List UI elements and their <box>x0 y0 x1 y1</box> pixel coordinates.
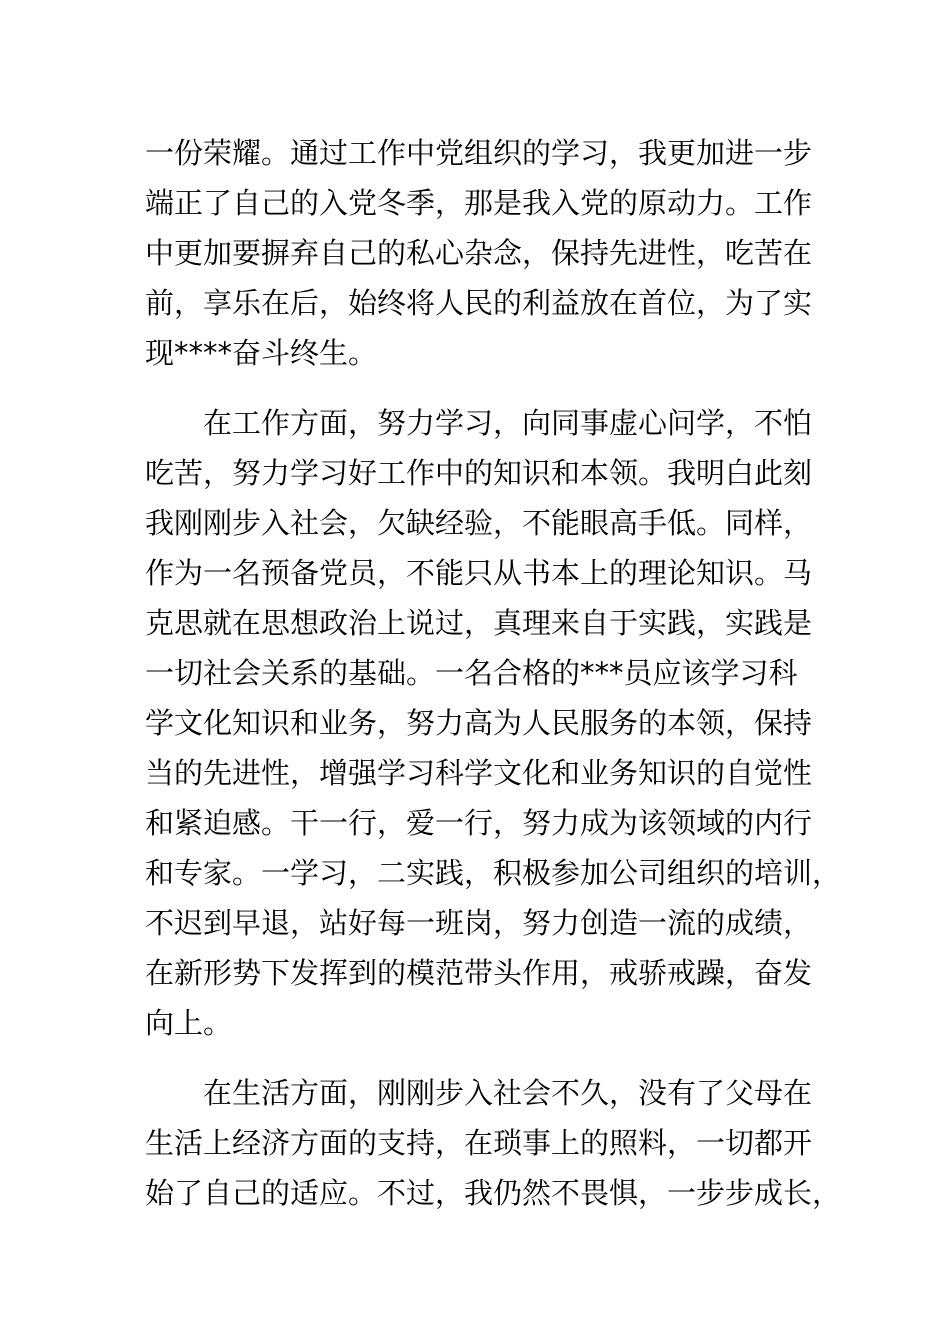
paragraph-2 <box>145 398 842 1048</box>
text-line: 始了自己的适应。不过，我仍然不畏惧，一步步成长， <box>145 1176 842 1210</box>
text-line: 端正了自己的入党冬季，那是我入党的原动力。工作 <box>145 186 813 220</box>
text-line: 一切社会关系的基础。一名合格的***员应该学习科 <box>145 656 798 690</box>
text-line: 在新形势下发挥到的模范带头作用，戒骄戒躁，奋发 <box>145 956 813 990</box>
paragraph-3 <box>145 1068 842 1218</box>
paragraph-1 <box>145 128 825 378</box>
text-line: 向上。 <box>145 1006 233 1040</box>
text-line: 和紧迫感。干一行，爱一行，努力成为该领域的内行 <box>145 806 813 840</box>
text-line: 我刚刚步入社会，欠缺经验，不能眼高手低。同样， <box>145 506 813 540</box>
text-line: 作为一名预备党员，不能只从书本上的理论知识。马 <box>145 556 813 590</box>
text-line: 生活上经济方面的支持，在琐事上的照料，一切都开 <box>145 1126 813 1160</box>
text-line: 在工作方面，努力学习，向同事虚心问学，不怕 <box>203 406 813 440</box>
text-line: 前，享乐在后，始终将人民的利益放在首位，为了实 <box>145 286 813 320</box>
text-line: 不迟到早退，站好每一班岗，努力创造一流的成绩， <box>145 906 813 940</box>
text-line: 现****奋斗终生。 <box>145 336 378 370</box>
text-line: 中更加要摒弃自己的私心杂念，保持先进性，吃苦在 <box>145 236 813 270</box>
text-line: 克思就在思想政治上说过，真理来自于实践，实践是 <box>145 606 813 640</box>
text-line: 吃苦，努力学习好工作中的知识和本领。我明白此刻 <box>145 456 813 490</box>
text-line: 学文化知识和业务，努力高为人民服务的本领，保持 <box>145 706 813 740</box>
text-line: 当的先进性，增强学习科学文化和业务知识的自觉性 <box>145 756 813 790</box>
text-line: 在生活方面，刚刚步入社会不久，没有了父母在 <box>203 1076 813 1110</box>
text-line: 和专家。一学习，二实践，积极参加公司组织的培训， <box>145 856 842 890</box>
text-line: 一份荣耀。通过工作中党组织的学习，我更加进一步 <box>145 136 813 170</box>
